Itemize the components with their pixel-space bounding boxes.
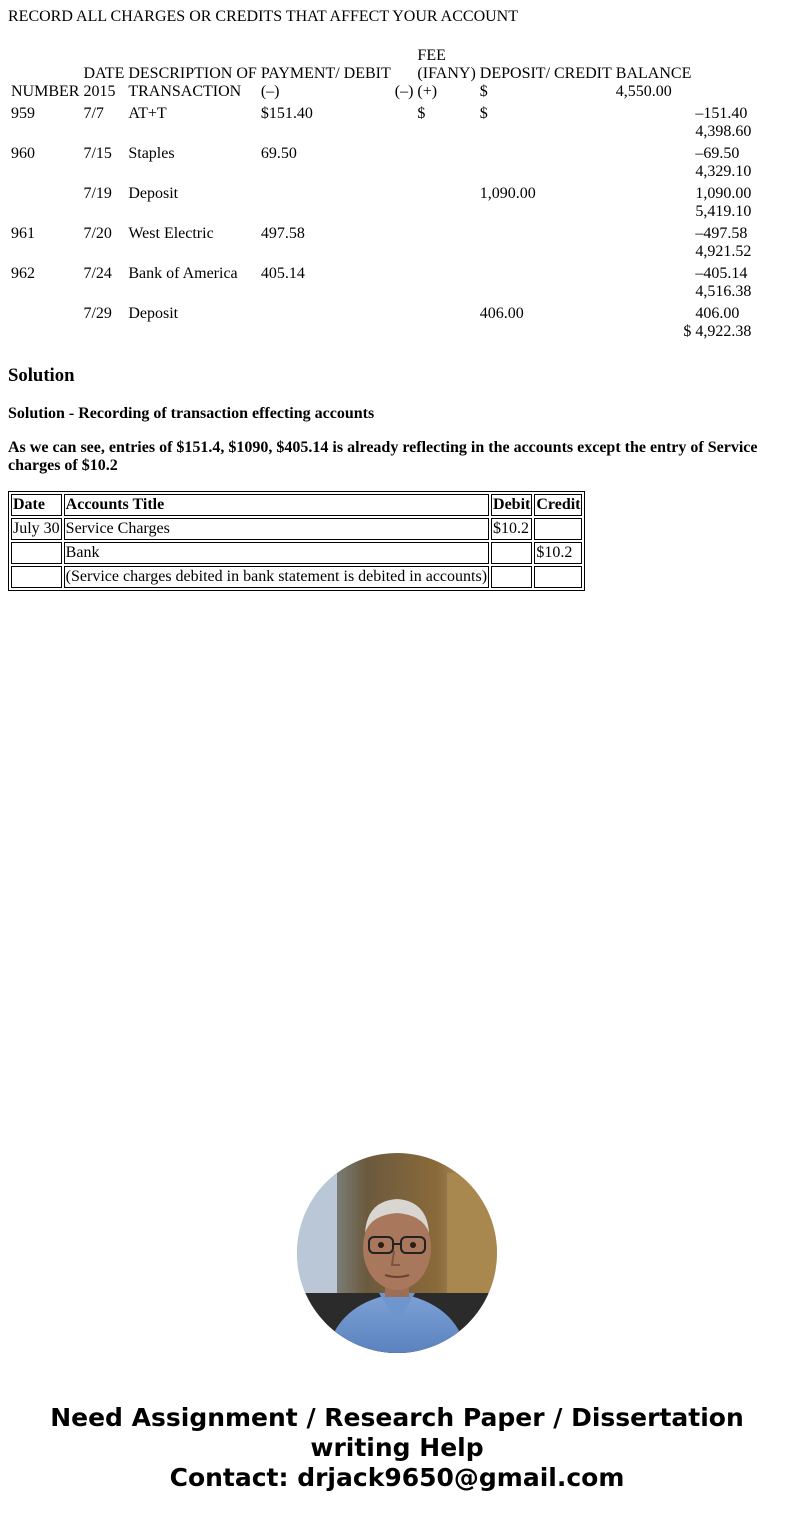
row-number <box>10 304 80 342</box>
header-number: NUMBER <box>11 83 80 100</box>
journal-title: Service Charges <box>64 518 489 540</box>
register-row <box>10 144 752 182</box>
row-fee <box>416 304 476 342</box>
row-number: 961 <box>11 225 35 242</box>
header-description: DESCRIPTION OF TRANSACTION <box>128 65 257 100</box>
row-balance: 4,922.38 <box>695 323 752 340</box>
journal-header-date: Date <box>11 494 62 516</box>
journal-title: (Service charges debited in bank statement is debited in accounts) <box>64 566 489 588</box>
register-row <box>10 304 752 342</box>
row-number <box>10 184 80 222</box>
row-balance-cell <box>694 104 752 142</box>
journal-entry-table <box>8 491 585 591</box>
row-deposit: 406.00 <box>479 305 524 322</box>
row-description: Bank of America <box>128 265 238 282</box>
journal-date <box>11 542 62 564</box>
row-number: 959 <box>11 105 35 122</box>
row-description: West Electric <box>128 225 214 242</box>
row-change: –69.50 <box>695 145 740 162</box>
row-change: –151.40 <box>695 105 748 122</box>
register-header-row <box>10 46 752 102</box>
header-deposit: DEPOSIT/ CREDIT $ <box>479 65 612 100</box>
promo-line-2: writing Help <box>310 1433 484 1462</box>
journal-debit: $10.2 <box>491 518 532 540</box>
journal-row <box>11 518 582 540</box>
journal-row <box>11 566 582 588</box>
row-deposit: 1,090.00 <box>479 185 536 202</box>
tutor-avatar <box>297 1153 497 1353</box>
solution-heading: Solution <box>8 365 75 386</box>
register-row <box>10 104 752 142</box>
row-change: –405.14 <box>695 265 748 282</box>
journal-title: Bank <box>64 542 489 564</box>
journal-date <box>11 566 62 588</box>
journal-header-title: Accounts Title <box>64 494 489 516</box>
journal-header-debit: Debit <box>491 494 532 516</box>
row-balance: 5,419.10 <box>695 203 752 220</box>
row-deposit <box>479 144 613 182</box>
row-balance-cell <box>694 264 752 302</box>
row-deposit: $ <box>479 105 488 122</box>
row-date: 7/15 <box>83 145 112 162</box>
row-fee <box>416 144 476 182</box>
journal-debit <box>491 566 532 588</box>
header-balance: BALANCE 4,550.00 <box>615 65 692 100</box>
row-payment <box>260 304 392 342</box>
solution-subheading: Solution - Recording of transaction effecting accounts <box>8 405 375 422</box>
row-number: 960 <box>11 145 35 162</box>
row-deposit <box>479 224 613 262</box>
row-date: 7/19 <box>83 185 112 202</box>
row-payment <box>260 184 392 222</box>
promo-contact: Contact: drjack9650@gmail.com <box>169 1463 625 1492</box>
promo-footer <box>0 1403 794 1493</box>
row-fee <box>416 264 476 302</box>
row-change: –497.58 <box>695 225 748 242</box>
row-balance-cell <box>694 224 752 262</box>
header-minus: (–) <box>394 83 414 100</box>
row-balance-cell <box>694 304 752 342</box>
row-balance: 4,398.60 <box>695 123 752 140</box>
row-number: 962 <box>11 265 35 282</box>
header-payment: PAYMENT/ DEBIT (–) <box>260 65 391 100</box>
row-balance: 4,516.38 <box>695 283 752 300</box>
journal-header-credit: Credit <box>534 494 582 516</box>
row-payment: 69.50 <box>260 145 297 162</box>
register-row <box>10 264 752 302</box>
journal-date: July 30 <box>11 518 62 540</box>
register-row <box>10 184 752 222</box>
avatar-portrait-image <box>297 1153 497 1353</box>
row-description: Deposit <box>128 305 179 322</box>
promo-line-1: Need Assignment / Research Paper / Dissertation <box>50 1403 744 1432</box>
row-fee <box>416 224 476 262</box>
row-fee <box>416 184 476 222</box>
journal-header-row <box>11 494 582 516</box>
journal-credit: $10.2 <box>534 542 582 564</box>
row-description: Deposit <box>128 185 179 202</box>
row-payment: 405.14 <box>260 265 305 282</box>
journal-debit <box>491 542 532 564</box>
row-description: Staples <box>128 145 175 162</box>
header-date: DATE 2015 <box>83 65 125 100</box>
row-fee: $ <box>417 105 426 122</box>
journal-credit <box>534 518 582 540</box>
row-date: 7/20 <box>83 225 112 242</box>
row-change: 1,090.00 <box>695 185 752 202</box>
row-balance: 4,921.52 <box>695 243 752 260</box>
final-currency-sign: $ <box>683 323 692 340</box>
register-title: RECORD ALL CHARGES OR CREDITS THAT AFFECT YOUR ACCOUNT <box>8 8 518 25</box>
row-balance: 4,329.10 <box>695 163 752 180</box>
row-date: 7/7 <box>83 105 104 122</box>
solution-paragraph: As we can see, entries of $151.4, $1090, $405.14 is already reflecting in the accounts except the entry of Service charges of $10.2 <box>8 439 758 474</box>
row-payment: $151.40 <box>260 105 313 122</box>
journal-row <box>11 542 582 564</box>
check-register-table <box>8 44 754 344</box>
row-date: 7/24 <box>83 265 112 282</box>
row-balance-cell <box>694 184 752 222</box>
register-row <box>10 224 752 262</box>
row-balance-cell <box>694 144 752 182</box>
journal-credit <box>534 566 582 588</box>
row-change: 406.00 <box>695 305 740 322</box>
row-deposit <box>479 264 613 302</box>
row-payment: 497.58 <box>260 225 305 242</box>
header-fee: FEE (IFANY) (+) <box>417 47 476 100</box>
row-date: 7/29 <box>83 305 112 322</box>
row-description: AT+T <box>128 105 167 122</box>
